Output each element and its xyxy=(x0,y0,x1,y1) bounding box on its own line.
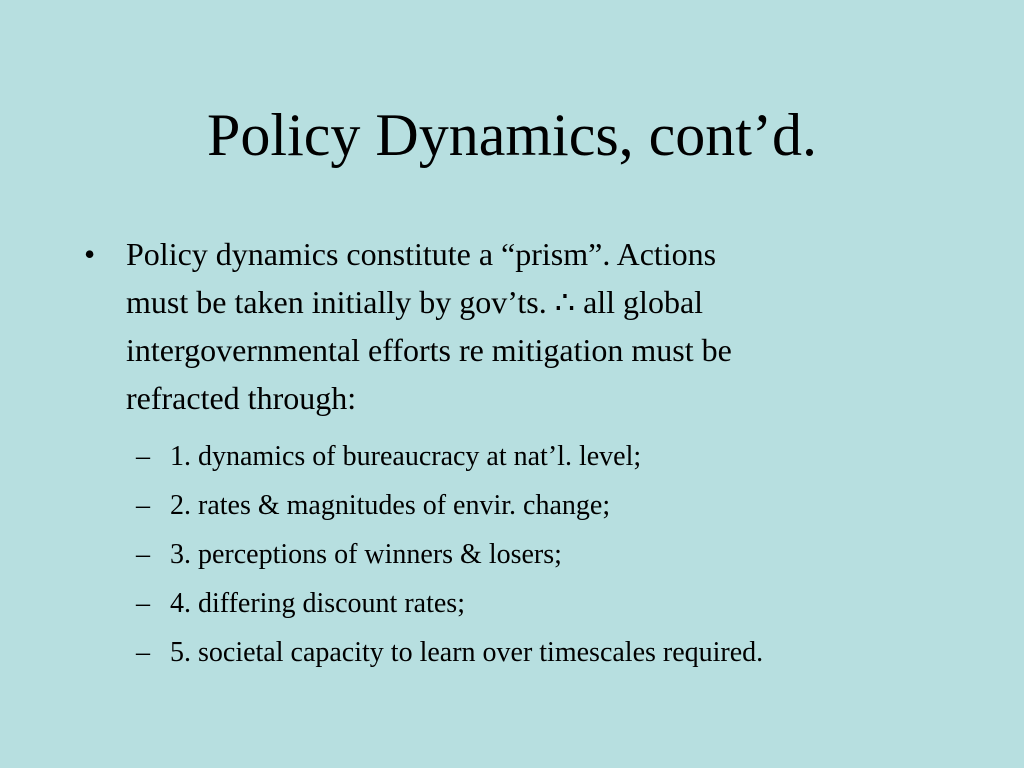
sub-bullet-item xyxy=(80,481,960,530)
dash-icon: – xyxy=(136,588,150,619)
sub-bullet-text: 5. societal capacity to learn over timescales required. xyxy=(170,637,764,668)
bullet-line-4: refracted through: xyxy=(126,380,357,416)
slide-body xyxy=(80,230,960,677)
dash-icon: – xyxy=(136,490,150,521)
sub-bullet-list xyxy=(80,432,960,677)
sub-bullet-text: 1. dynamics of bureaucracy at nat’l. level; xyxy=(170,441,642,472)
sub-bullet-text: 4. differing discount rates; xyxy=(170,588,465,619)
bullet-line-3: intergovernmental efforts re mitigation must be xyxy=(126,332,732,368)
slide-title: Policy Dynamics, cont’d. xyxy=(207,102,817,168)
sub-bullet-item xyxy=(80,579,960,628)
bullet-icon: • xyxy=(84,236,96,272)
dash-icon: – xyxy=(136,441,150,472)
sub-bullet-text: 2. rates & magnitudes of envir. change; xyxy=(170,490,611,521)
dash-icon: – xyxy=(136,539,150,570)
dash-icon: – xyxy=(136,637,150,668)
sub-bullet-item xyxy=(80,628,960,677)
sub-bullet-item xyxy=(80,432,960,481)
sub-bullet-text: 3. perceptions of winners & losers; xyxy=(170,539,562,570)
main-bullet xyxy=(80,230,960,422)
bullet-text xyxy=(126,230,960,422)
bullet-line-2: must be taken initially by gov’ts. ∴ all global xyxy=(126,284,704,320)
bullet-line-1: Policy dynamics constitute a “prism”. Actions xyxy=(126,236,717,272)
sub-bullet-item xyxy=(80,530,960,579)
